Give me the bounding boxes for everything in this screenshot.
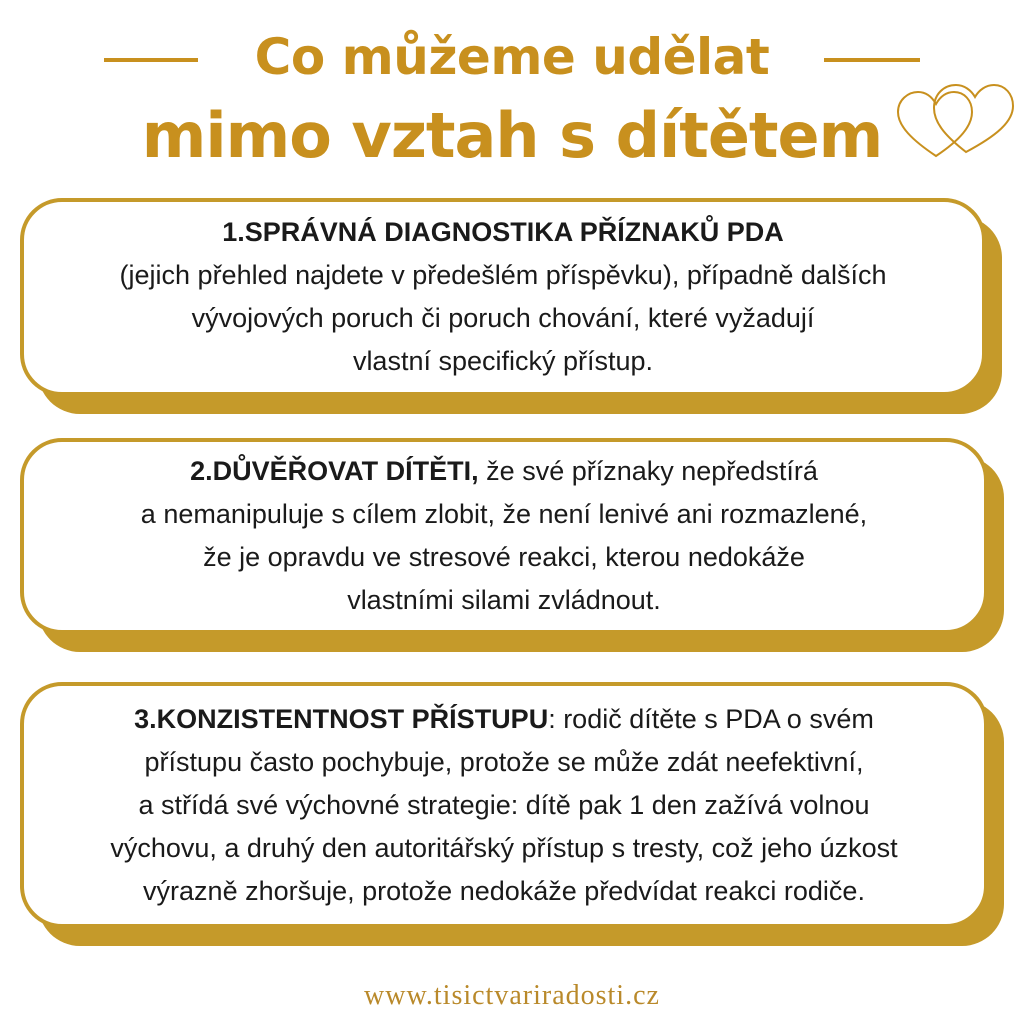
card-3	[20, 682, 988, 928]
card-1-line-1: 1.SPRÁVNÁ DIAGNOSTIKA PŘÍZNAKŮ PDA	[222, 217, 784, 247]
card-3-line-2: přístupu často pochybuje, protože se může zdát neefektivní,	[144, 746, 864, 777]
card-1	[20, 198, 986, 396]
card-3-line-5: výrazně zhoršuje, protože nedokáže předvídat reakci rodiče.	[143, 875, 865, 906]
title-line-2: mimo vztah s dítětem	[141, 99, 883, 172]
card-3-line-3: a střídá své výchovné strategie: dítě pak 1 den zažívá volnou	[138, 789, 870, 820]
card-1-line-3: vývojových poruch či poruch chování, které vyžadují	[191, 303, 815, 333]
footer-website-url[interactable]: www.tisictvariradosti.cz	[364, 980, 660, 1011]
two-hearts-outline-icon	[892, 80, 1016, 164]
card-1-line-4: vlastní specifický přístup.	[352, 346, 654, 376]
card-3-line-4: výchovu, a druhý den autoritářský přístup s tresty, což jeho úzkost	[110, 832, 898, 863]
card-2-line-1: 2.DŮVĚŘOVAT DÍTĚTI, že své příznaky nepředstírá	[190, 456, 818, 486]
title-line-1: Co můžeme udělat	[254, 28, 770, 86]
card-2-line-3: že je opravdu ve stresové reakci, kterou nedokáže	[203, 542, 805, 572]
card-1-line-2: (jejich přehled najdete v předešlém příspěvku), případně dalších	[119, 260, 887, 290]
card-2-line-4: vlastními silami zvládnout.	[347, 585, 661, 615]
card-2	[20, 438, 988, 634]
card-2-line-2: a nemanipuluje s cílem zlobit, že není lenivé ani rozmazlené,	[140, 499, 868, 529]
card-3-line-1: 3.KONZISTENTNOST PŘÍSTUPU: rodič dítěte s PDA o svém	[134, 703, 874, 734]
